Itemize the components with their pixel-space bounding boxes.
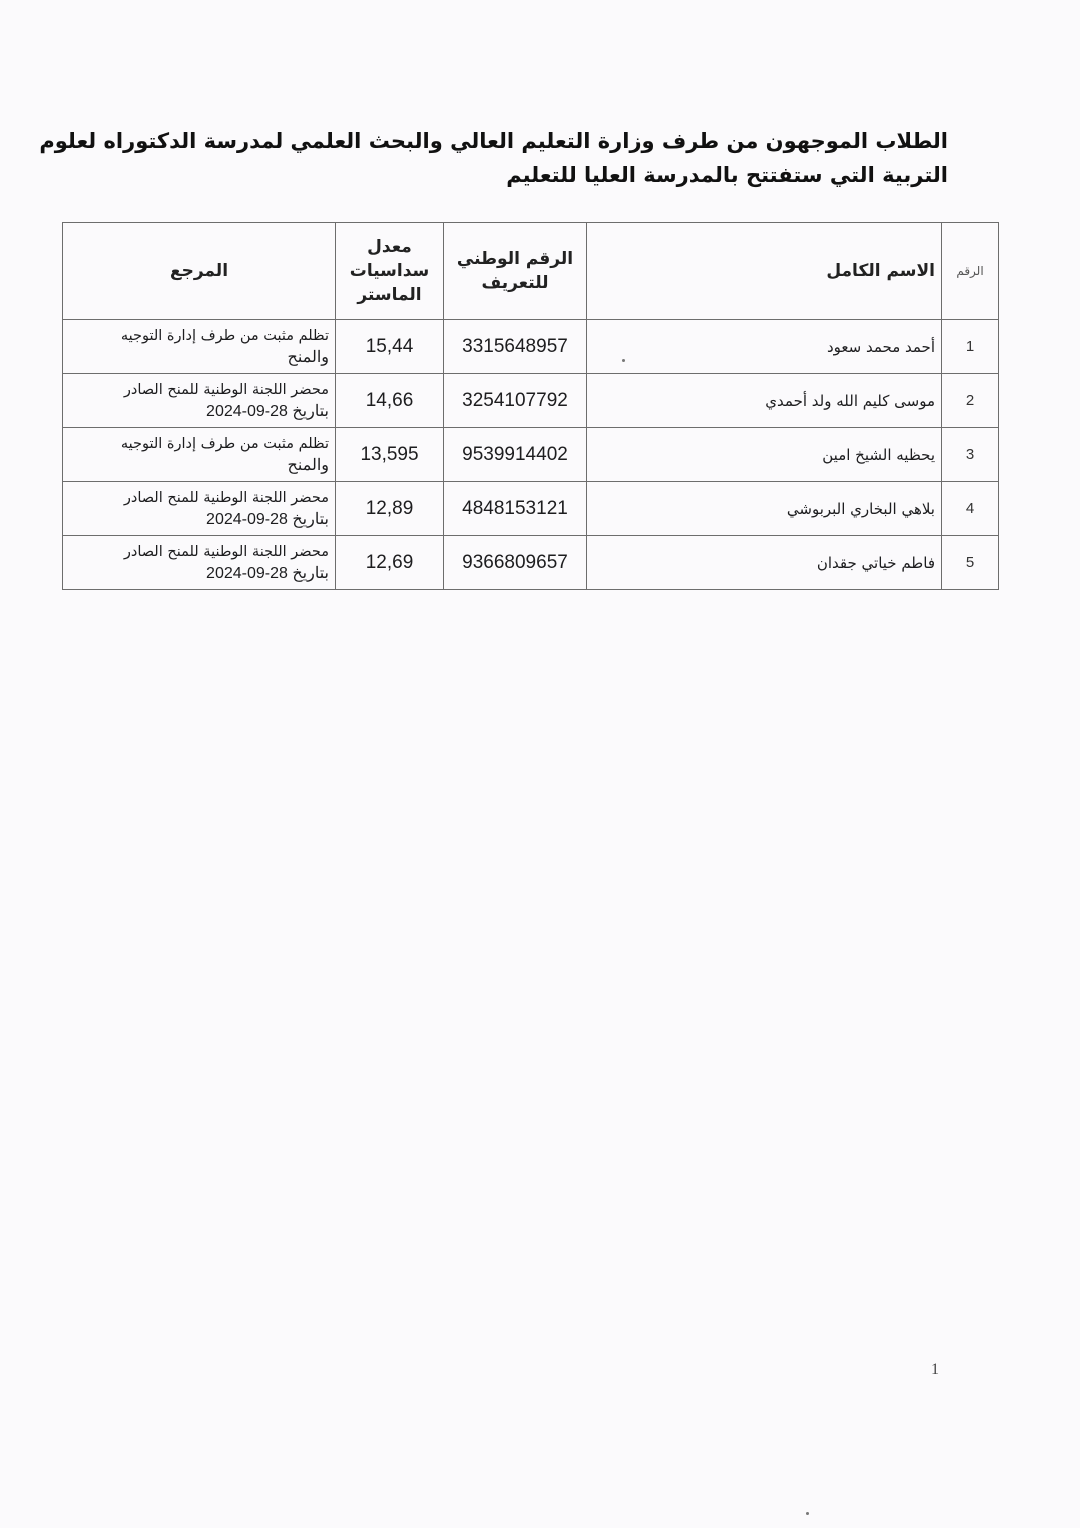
header-full-name: الاسم الكامل [587, 223, 942, 320]
row-number: 2 [942, 374, 999, 428]
national-id: 3254107792 [444, 374, 587, 428]
reference-line-2: بتاريخ 28-09-2024 [206, 564, 329, 582]
row-number: 1 [942, 320, 999, 374]
row-number: 3 [942, 428, 999, 482]
master-average: 12,89 [336, 482, 444, 536]
reference-line-1: تظلم مثبت من طرف إدارة التوجيه [120, 327, 329, 344]
title-line-1: الطلاب الموجهون من طرف وزارة التعليم العالي والبحث العلمي لمدرسة الدكتوراه لعلوم [39, 129, 948, 153]
title-line-2: التربية التي ستفتتح بالمدرسة العليا للتعليم [506, 163, 948, 187]
reference [63, 320, 336, 374]
table-header-row [63, 223, 999, 320]
reference-line-1: محضر اللجنة الوطنية للمنح الصادر [123, 489, 329, 506]
reference-line-1: محضر اللجنة الوطنية للمنح الصادر [123, 543, 329, 560]
students-table [62, 222, 999, 590]
student-name: أحمد محمد سعود [587, 320, 942, 374]
student-name: موسى كليم الله ولد أحمدي [587, 374, 942, 428]
reference-line-2: والمنح [287, 348, 329, 366]
master-average: 15,44 [336, 320, 444, 374]
reference-line-1: محضر اللجنة الوطنية للمنح الصادر [123, 381, 329, 398]
national-id: 9539914402 [444, 428, 587, 482]
student-name: يحظيه الشيخ امين [587, 428, 942, 482]
master-average: 14,66 [336, 374, 444, 428]
header-master-average: معدل سداسيات الماستر [336, 223, 444, 320]
reference [63, 428, 336, 482]
reference [63, 536, 336, 590]
national-id: 3315648957 [444, 320, 587, 374]
reference-line-2: بتاريخ 28-09-2024 [206, 510, 329, 528]
student-name: فاطم خياتي جقدان [587, 536, 942, 590]
national-id: 9366809657 [444, 536, 587, 590]
header-reference: المرجع [63, 223, 336, 320]
table-row [63, 482, 999, 536]
row-number: 4 [942, 482, 999, 536]
header-national-id: الرقم الوطني للتعريف [444, 223, 587, 320]
table-row [63, 320, 999, 374]
scan-speck [622, 359, 625, 362]
page-number: 1 [931, 1361, 939, 1378]
student-name: بلاهي البخاري البربوشي [587, 482, 942, 536]
table-row [63, 536, 999, 590]
row-number: 5 [942, 536, 999, 590]
scan-speck [806, 1512, 809, 1515]
header-number: الرقم [942, 223, 999, 320]
reference [63, 482, 336, 536]
reference-line-1: تظلم مثبت من طرف إدارة التوجيه [120, 435, 329, 452]
table-row [63, 374, 999, 428]
master-average: 13,595 [336, 428, 444, 482]
reference-line-2: والمنح [287, 456, 329, 474]
reference-line-2: بتاريخ 28-09-2024 [206, 402, 329, 420]
document-title [39, 124, 948, 192]
reference [63, 374, 336, 428]
master-average: 12,69 [336, 536, 444, 590]
national-id: 4848153121 [444, 482, 587, 536]
table-row [63, 428, 999, 482]
